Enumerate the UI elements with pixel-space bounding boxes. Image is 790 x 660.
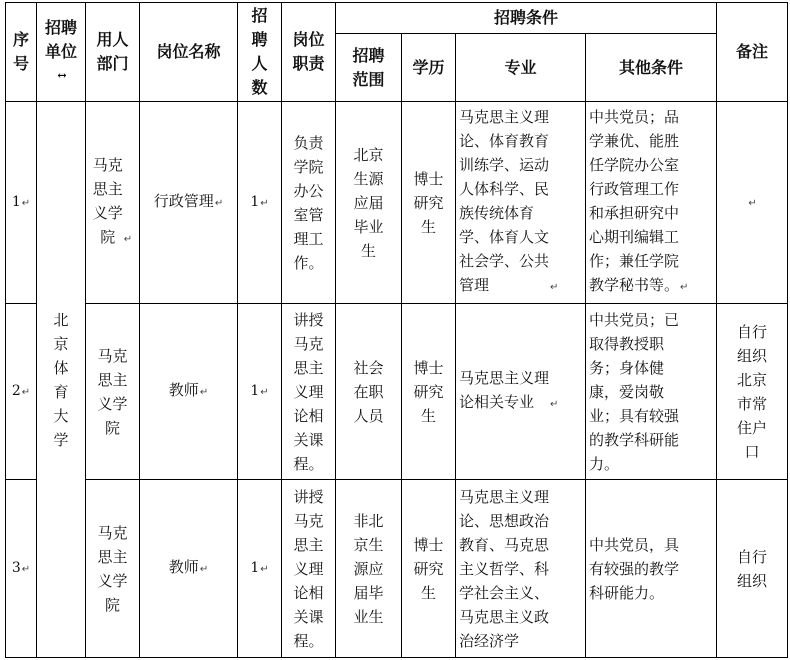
count-cell: 1↵ [238, 304, 282, 480]
scope-cell: 非北京生源应届毕业生 [336, 480, 402, 658]
post-cell: 行政管理↵ [140, 102, 238, 304]
other-cell: 中共党员；已取得教授职务；身体健康，爱岗敬业；具有较强的教学科研能力。 [586, 304, 717, 480]
post-cell: 教师↵ [140, 304, 238, 480]
other-cell: 中共党员，具有较强的教学科研能力。 [586, 480, 717, 658]
major-cell: 马克思主义理论相关专业 ↵ [456, 304, 586, 480]
header-major: 专业 [456, 34, 586, 102]
header-conditions: 招聘条件 [336, 3, 717, 34]
count-cell: 1↵ [238, 480, 282, 658]
header-count: 招聘人数 [238, 3, 282, 102]
seq-cell: 3↵ [6, 480, 37, 658]
duty-cell: 讲授马克思主义理论相关课程。 [282, 304, 336, 480]
remark-cell: 自行组织 [717, 480, 788, 658]
post-cell: 教师↵ [140, 480, 238, 658]
seq-cell: 1↵ [6, 102, 37, 304]
count-cell: 1↵ [238, 102, 282, 304]
remark-cell: ↵ [717, 102, 788, 304]
table-row [6, 102, 788, 304]
header-dept: 用人部门 [86, 3, 140, 102]
major-cell: 马克思主义理论、体育教育训练学、运动人体科学、民族传统体育学、体育人文社会学、公共管理 ↵ [456, 102, 586, 304]
table-row [6, 480, 788, 658]
edu-cell: 博士研究生 [402, 480, 456, 658]
recruitment-table [5, 2, 788, 658]
dept-cell: 马克思主义学院 ↵ [86, 102, 140, 304]
scope-cell: 社会在职人员 [336, 304, 402, 480]
seq-cell: 2↵ [6, 304, 37, 480]
header-row-1 [6, 3, 788, 34]
dept-cell: 马克思主义学院 [86, 480, 140, 658]
header-edu: 学历 [402, 34, 456, 102]
remark-cell: 自行组织北京市常住户口 [717, 304, 788, 480]
header-duty: 岗位职责 [282, 3, 336, 102]
edu-cell: 博士研究生 [402, 304, 456, 480]
other-cell: 中共党员；品学兼优、能胜任学院办公室行政管理工作和承担研究中心期刊编辑工作；兼任学院教学秘书等。↵ [586, 102, 717, 304]
column-resize-icon[interactable]: ↔ [57, 69, 67, 83]
unit-cell: 北京体育大学 [37, 102, 86, 658]
header-scope: 招聘范围 [336, 34, 402, 102]
header-remark: 备注 [717, 3, 788, 102]
major-cell: 马克思主义理论、思想政治教育、马克思主义哲学、科学社会主义、马克思主义政治经济学 [456, 480, 586, 658]
header-post: 岗位名称 [140, 3, 238, 102]
header-other: 其他条件 [586, 34, 717, 102]
table-row [6, 304, 788, 480]
edu-cell: 博士研究生 [402, 102, 456, 304]
scope-cell: 北京生源应届毕业生 [336, 102, 402, 304]
header-seq: 序号 [6, 3, 37, 102]
duty-cell: 讲授马克思主义理论相关课程。 [282, 480, 336, 658]
duty-cell: 负责学院办公室管理工作。 [282, 102, 336, 304]
dept-cell: 马克思主义学院 [86, 304, 140, 480]
header-unit: 招聘单位↔ [37, 3, 86, 102]
